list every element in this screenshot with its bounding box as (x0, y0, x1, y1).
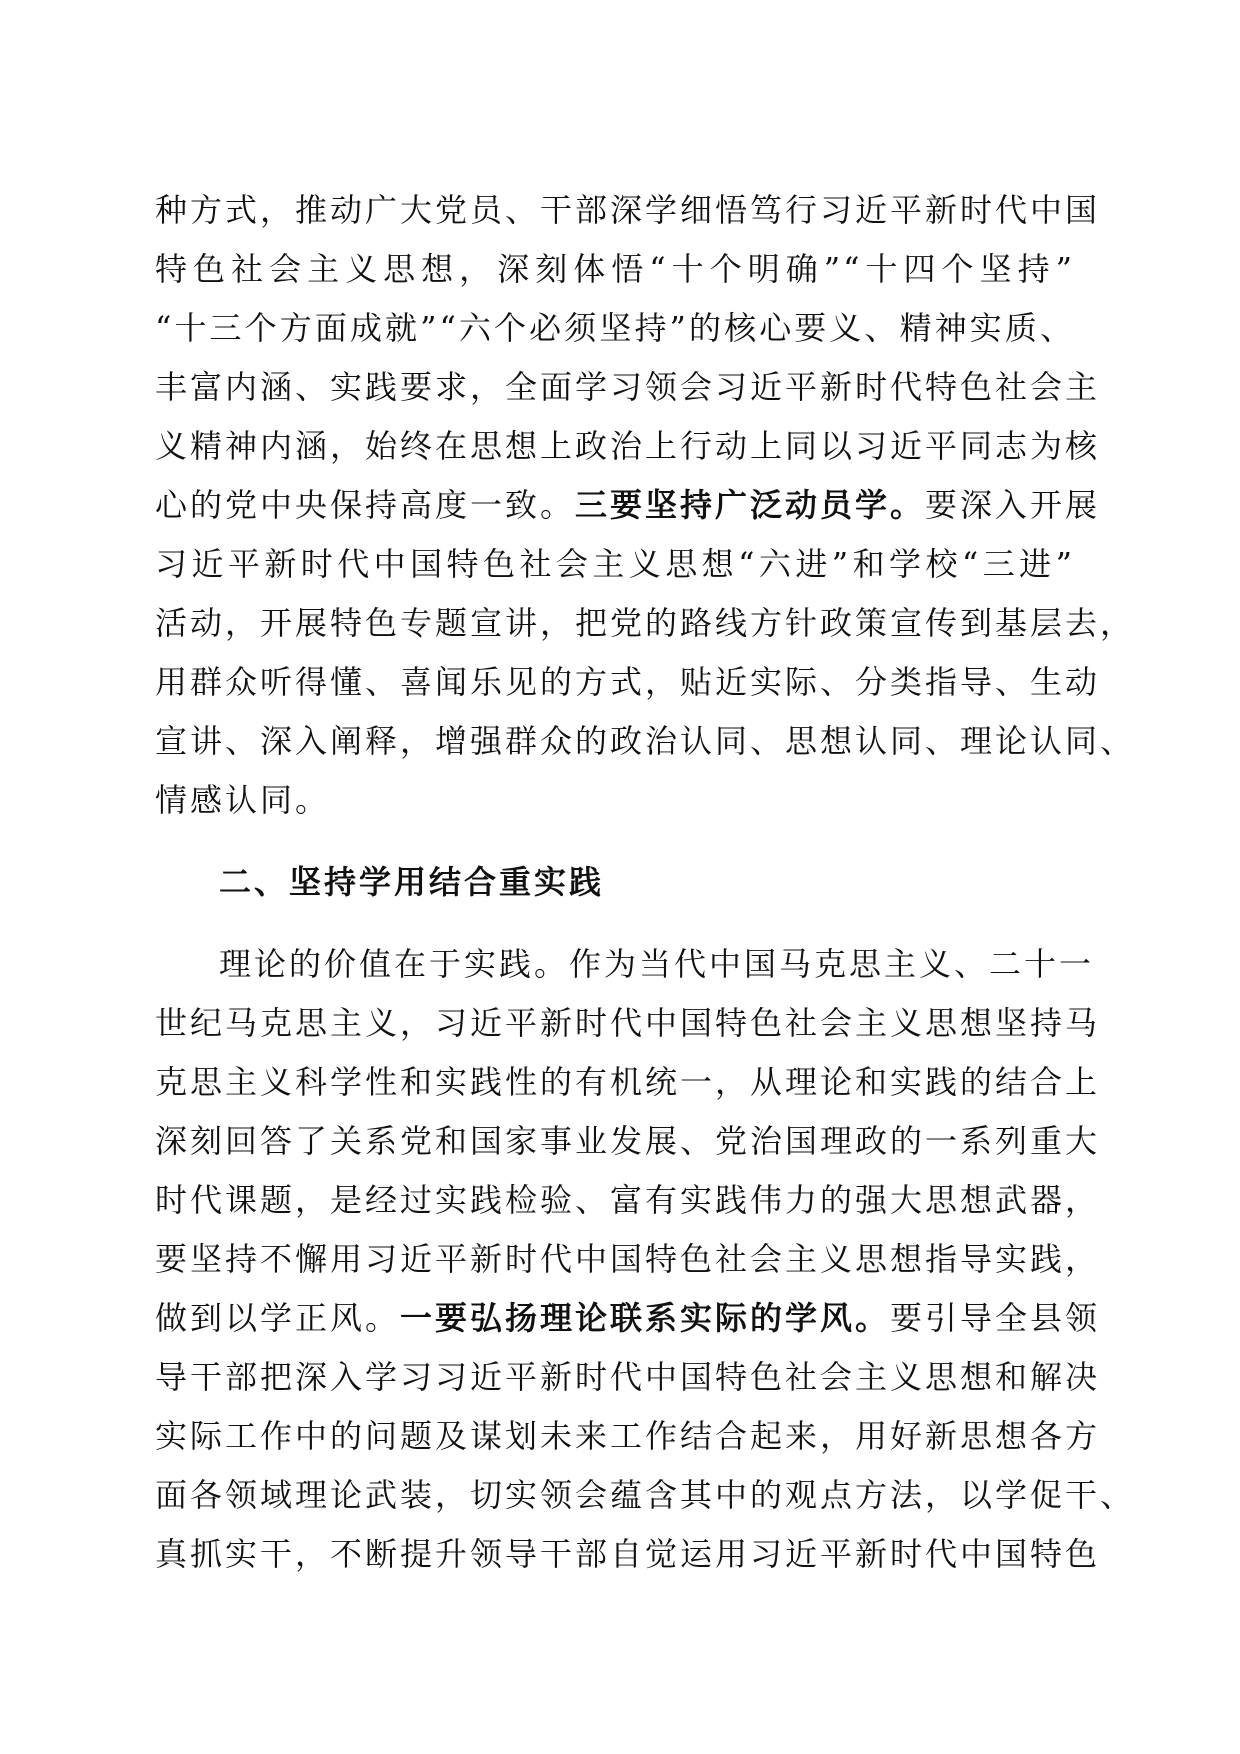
paragraph-line: 世纪马克思主义，习近平新时代中国特色社会主义思想坚持马 (155, 1004, 1101, 1042)
paragraph-line: 习近平新时代中国特色社会主义思想“六进”和学校“三进” (155, 545, 1075, 583)
paragraph-line: 导干部把深入学习习近平新时代中国特色社会主义思想和解决 (155, 1358, 1101, 1396)
paragraph-line: “十三个方面成就”“六个必须坚持”的核心要义、精神实质、 (155, 309, 1075, 347)
paragraph-line: 时代课题，是经过实践检验、富有实践伟力的强大思想武器， (155, 1181, 1101, 1219)
paragraph-line: 克思主义科学性和实践性的有机统一，从理论和实践的结合上 (155, 1063, 1101, 1101)
paragraph-line: 种方式，推动广大党员、干部深学细悟笃行习近平新时代中国 (155, 191, 1101, 229)
paragraph-line: 丰富内涵、实践要求，全面学习领会习近平新时代特色社会主 (155, 368, 1101, 406)
section-heading: 二、坚持学用结合重实践 (219, 863, 605, 901)
text-run: 要深入开展 (925, 486, 1101, 524)
text-run: 心的党中央保持高度一致。 (155, 486, 576, 524)
paragraph-line: 义精神内涵，始终在思想上政治上行动上同以习近平同志为核 (155, 427, 1101, 465)
paragraph-line (155, 1290, 1101, 1346)
paragraph-line: 用群众听得懂、喜闻乐见的方式，贴近实际、分类指导、生动 (155, 663, 1101, 701)
paragraph-line: 深刻回答了关系党和国家事业发展、党治国理政的一系列重大 (155, 1122, 1101, 1160)
paragraph-line: 面各领域理论武装，切实领会蕴含其中的观点方法，以学促干、 (155, 1476, 1136, 1514)
paragraph-line (155, 477, 1101, 533)
paragraph-line: 特色社会主义思想，深刻体悟“十个明确”“十四个坚持” (155, 250, 1075, 288)
bold-emphasis: 三要坚持广泛动员学。 (575, 486, 926, 524)
paragraph-line: 理论的价值在于实践。作为当代中国马克思主义、二十一 (219, 945, 1095, 983)
paragraph-line: 要坚持不懈用习近平新时代中国特色社会主义思想指导实践， (155, 1240, 1101, 1278)
paragraph-line: 宣讲、深入阐释，增强群众的政治认同、思想认同、理论认同、 (155, 722, 1136, 760)
paragraph-line: 情感认同。 (155, 781, 331, 819)
text-run: 要引导全县领 (890, 1299, 1101, 1337)
paragraph-line: 实际工作中的问题及谋划未来工作结合起来，用好新思想各方 (155, 1417, 1101, 1455)
paragraph-line: 真抓实干，不断提升领导干部自觉运用习近平新时代中国特色 (155, 1535, 1101, 1573)
text-run: 做到以学正风。 (155, 1299, 401, 1337)
paragraph-line: 活动，开展特色专题宣讲，把党的路线方针政策宣传到基层去， (155, 604, 1136, 642)
bold-emphasis: 一要弘扬理论联系实际的学风。 (400, 1299, 891, 1337)
